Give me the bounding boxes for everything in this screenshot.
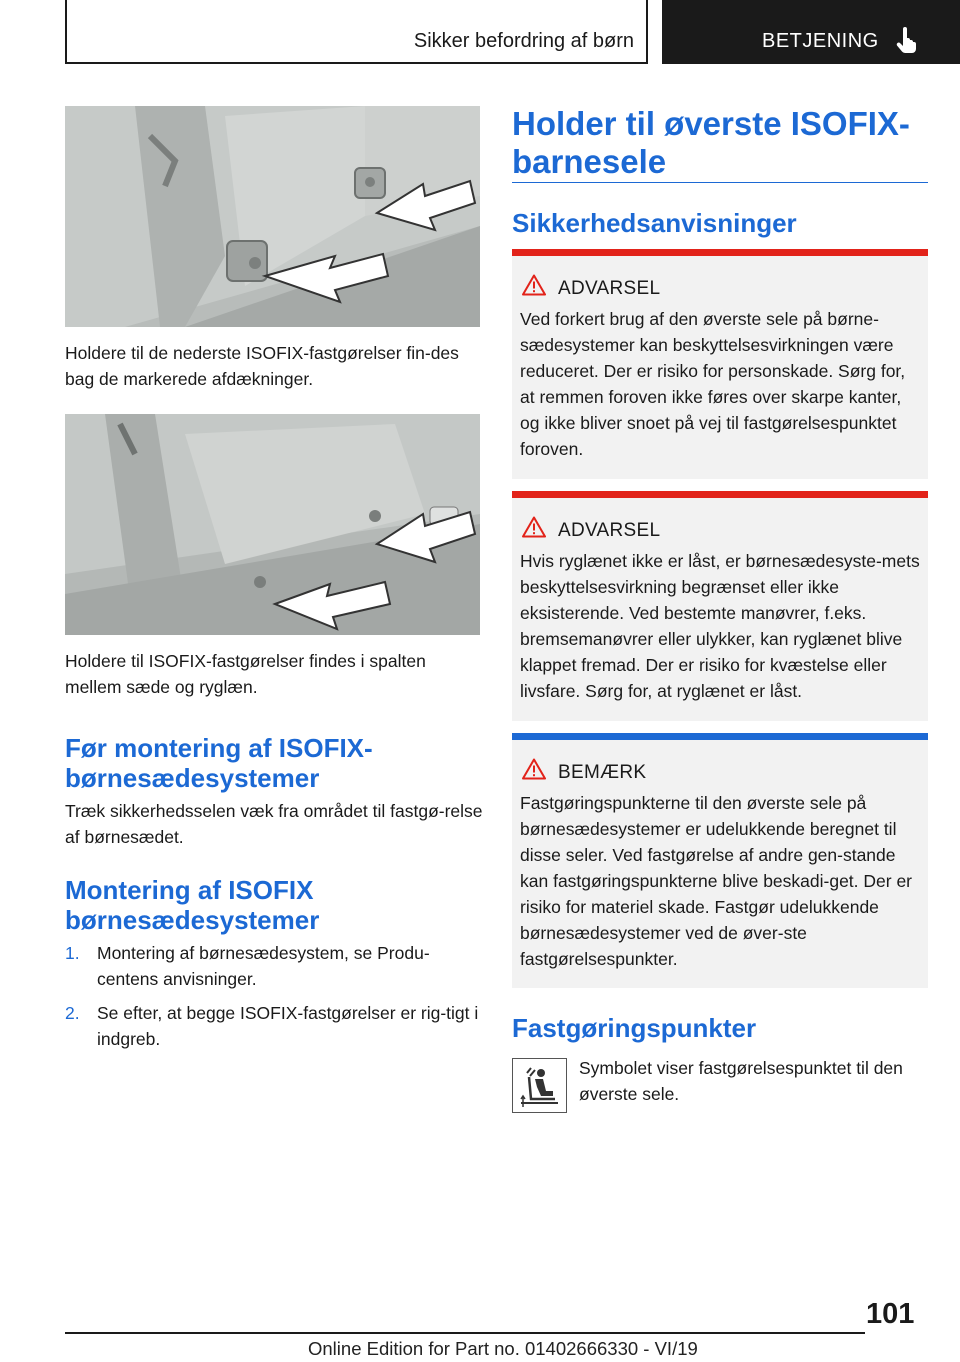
heading-before-mounting: Før montering af ISOFIX-børnesædesystemer [65,733,373,793]
step-text: Montering af børnesædesystem, se Produ-centens anvisninger. [97,943,430,989]
title-divider [512,182,928,183]
list-item [65,940,485,992]
pointing-hand-icon [895,27,917,53]
page-title: Holder til øverste ISOFIX-barnesele [512,105,910,180]
notice-text: Hvis ryglænet ikke er låst, er børnesædesyste-mets beskyttelsesvirkning begrænset eller ikke eksisterende. Ved bestemte manøvrer, f.eks. bremsemanøvrer eller ulykker, kan ryglænet blive klappet fremad. Der er risiko for kvæstelse eller livsfare. Sørg for, at ryglænet er låst. [520,551,920,701]
notice-bar [512,733,928,740]
notice-label: ADVARSEL [558,278,661,299]
chapter-label: BETJENING [762,30,879,52]
header-section-box [65,0,648,64]
warning-triangle-icon [522,274,546,296]
step-number: 1. [65,943,80,963]
mounting-steps-list [65,940,485,1060]
heading-anchor-points: Fastgøringspunkter [512,1013,757,1043]
chapter-tab [662,0,960,64]
isofix-top-tether-icon [512,1058,567,1113]
step-text: Se efter, at begge ISOFIX-fastgørelser er rig-tigt i indgreb. [97,1003,479,1049]
footer-divider [65,1332,865,1334]
notice-box [512,733,928,988]
warning-box-2 [512,491,928,721]
warning-triangle-icon [522,758,546,780]
page-number: 101 [866,1298,915,1330]
rear-seat-photo-gap-anchors [65,414,480,635]
notice-text: Ved forkert brug af den øverste sele på børne-sædesystemer kan beskyttelsesvirkningen være reduceret. Der er risiko for personskade. Sørg for, at remmen foroven ikke føres over skarpe kanter, og ikke bliver snoet på vej til fastgørelsespunktet foroven. [520,309,906,459]
caption-lower-anchors: Holdere til de nederste ISOFIX-fastgørelser fin-des bag de markerede afdækninger. [65,343,459,389]
heading-safety: Sikkerhedsanvisninger [512,208,797,238]
notice-label: ADVARSEL [558,520,661,541]
caption-gap-anchors: Holdere til ISOFIX-fastgørelser findes i spalten mellem sæde og ryglæn. [65,651,426,697]
warning-triangle-icon [522,516,546,538]
notice-text: Fastgøringspunkterne til den øverste sele på børnesædesystemer er udelukkende beregnet til disse seler. Ved fastgørelse af andre gen-stande kan fastgøringspunkterne blive beskadi-get. Der er risiko for materiel skade. Fastgør udelukkende børnesædesystemer ved de øver-ste fastgørelsespunkter. [520,793,913,969]
text-before-mounting: Træk sikkerhedsselen væk fra området til fastgø-relse af børnesædet. [65,801,483,847]
warning-bar [512,249,928,256]
heading-mounting: Montering af ISOFIX børnesædesystemer [65,875,320,935]
anchor-points-text: Symbolet viser fastgørelsespunktet til den øverste sele. [579,1058,903,1104]
warning-box-1 [512,249,928,479]
rear-seat-photo-lower-anchors [65,106,480,327]
step-number: 2. [65,1003,80,1023]
list-item [65,1000,485,1052]
section-title: Sikker befordring af børn [413,30,634,52]
notice-label: BEMÆRK [558,762,647,783]
warning-bar [512,491,928,498]
edition-info: Online Edition for Part no. 01402666330 - VI/19 [308,1338,698,1359]
